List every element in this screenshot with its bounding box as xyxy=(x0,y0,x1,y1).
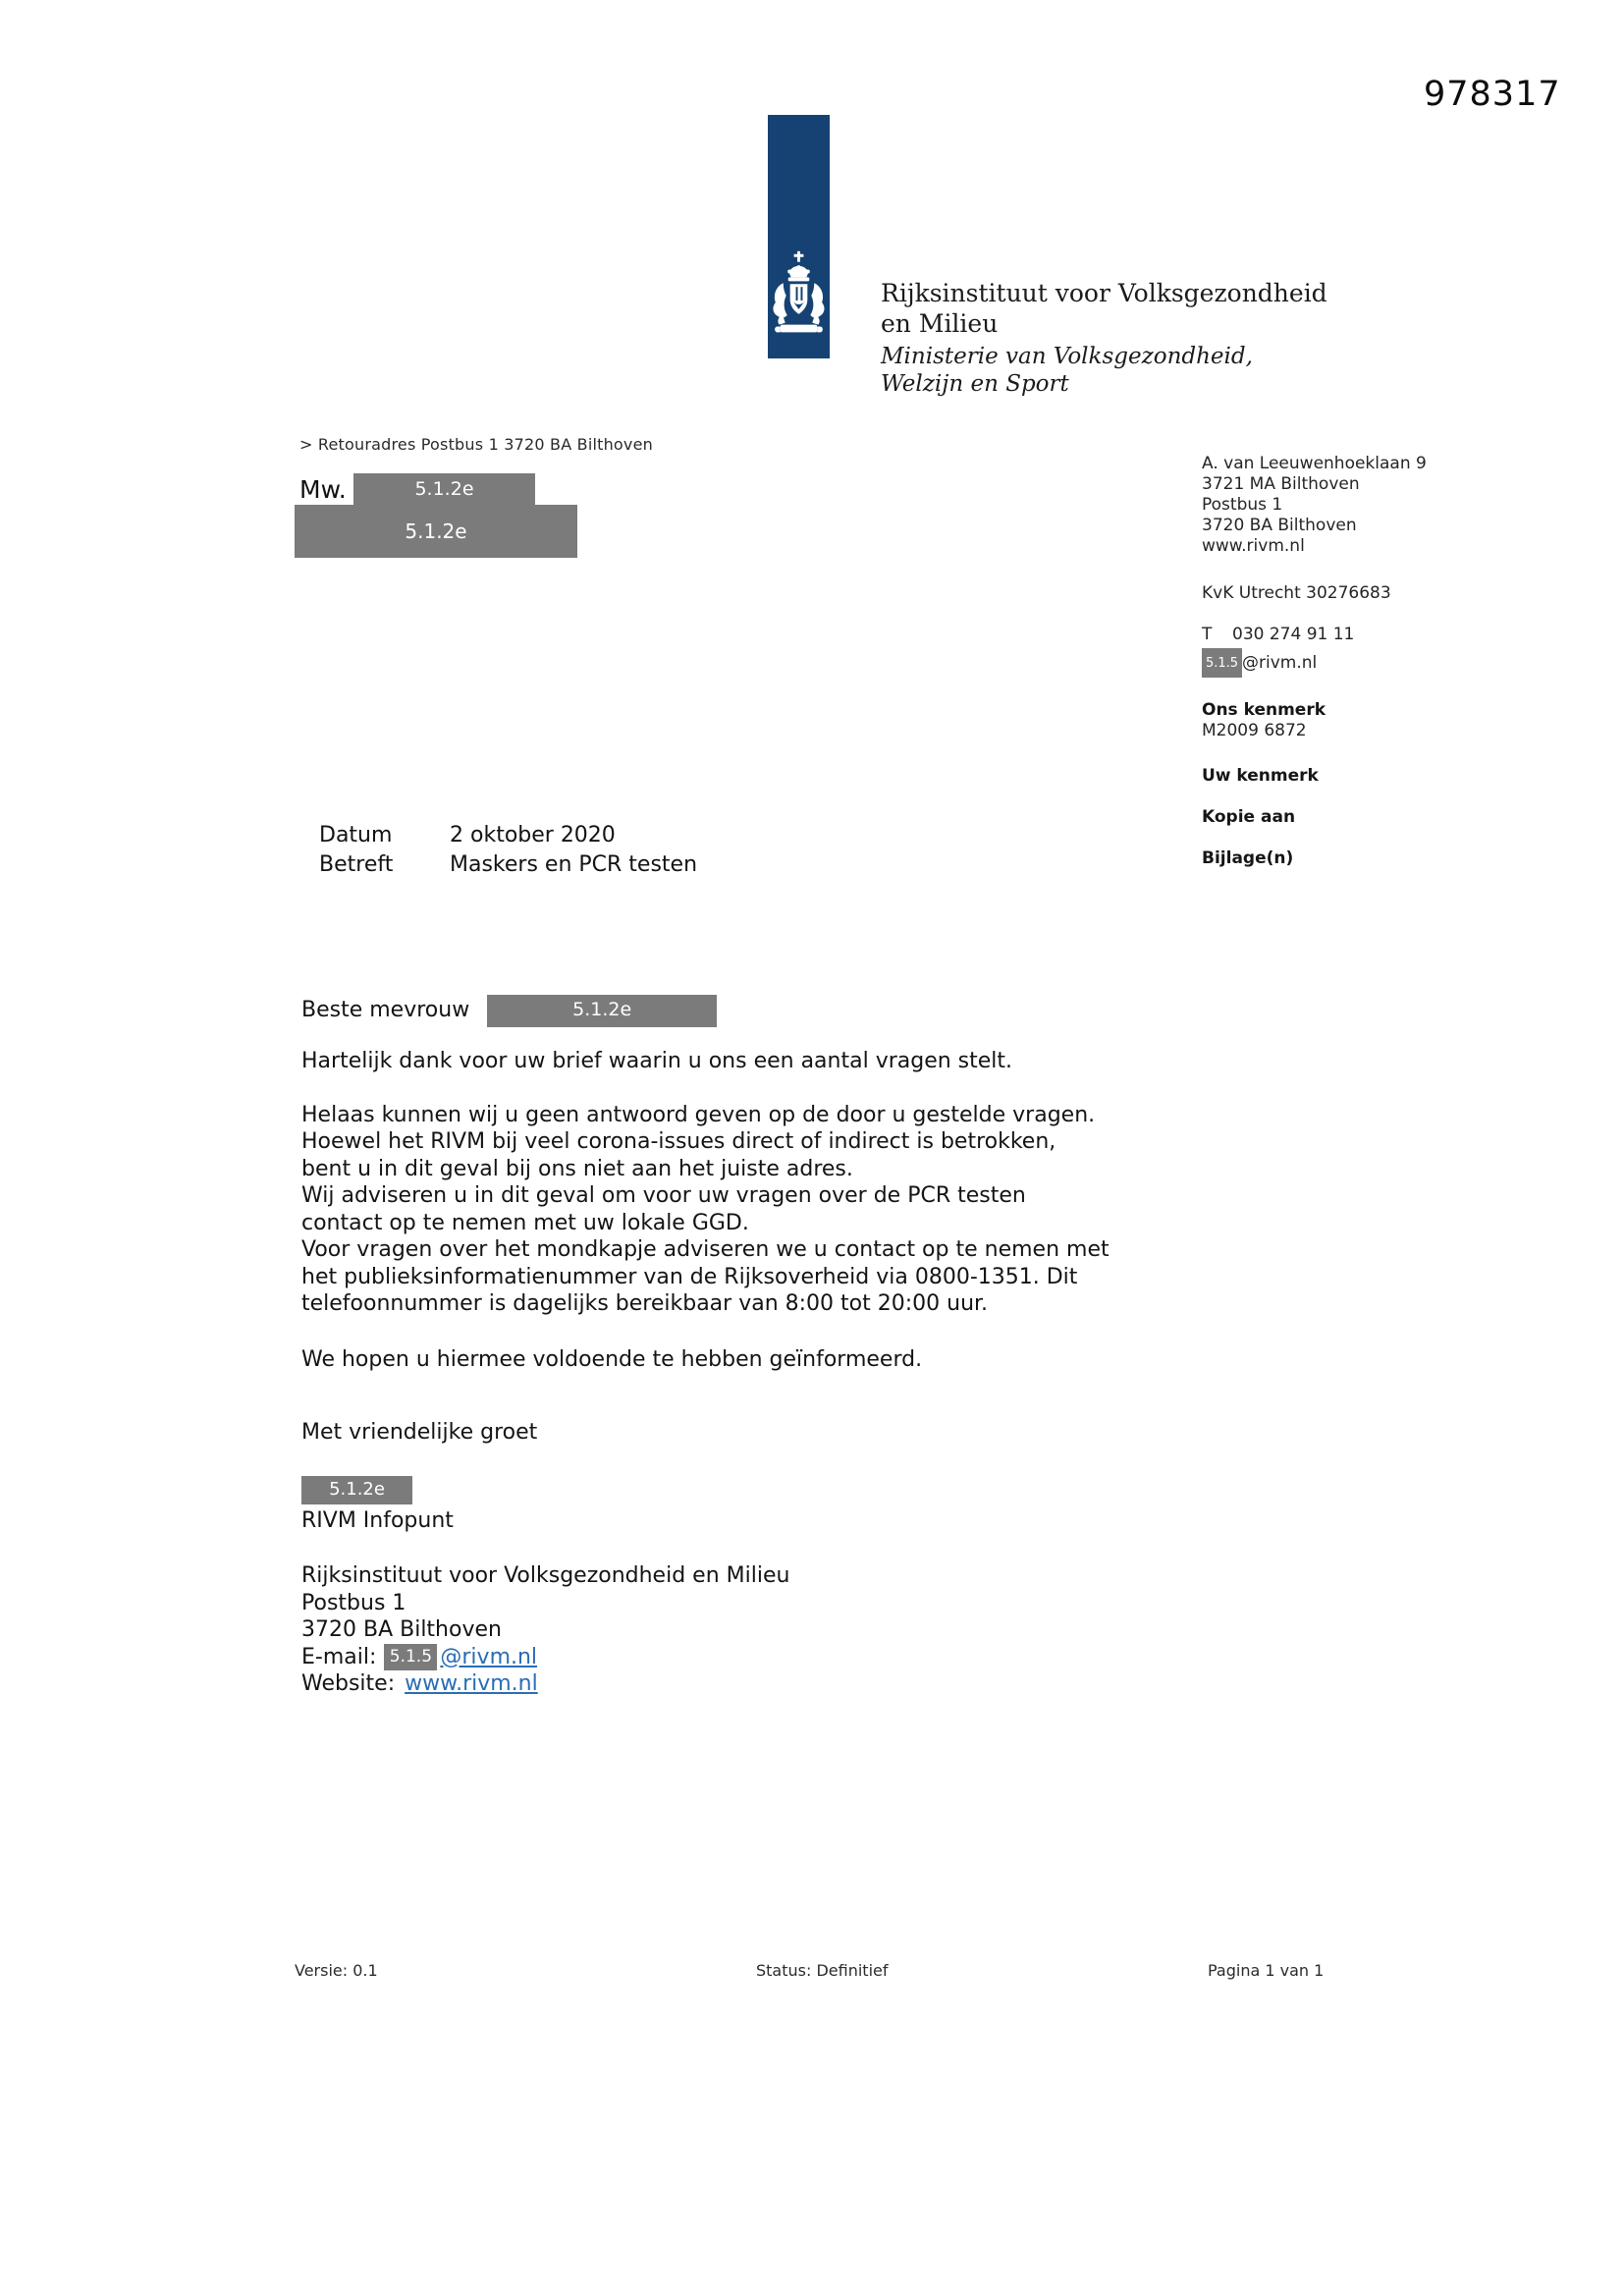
paragraph-line: Helaas kunnen wij u geen antwoord geven op de door u gestelde vragen. xyxy=(301,1102,1096,1127)
paragraph-line: Wij adviseren u in dit geval om voor uw vragen over de PCR testen xyxy=(301,1183,1026,1208)
paragraph-answer xyxy=(301,1102,1264,1318)
website-row xyxy=(301,1670,1264,1698)
footer-page-number: Pagina 1 van 1 xyxy=(1208,1961,1325,1980)
sender-website: www.rivm.nl xyxy=(1202,536,1305,556)
kopie-aan-label: Kopie aan xyxy=(1202,807,1296,827)
website-label: Website: xyxy=(301,1671,396,1696)
logo-org-name-line2: en Milieu xyxy=(881,309,999,338)
org-line: Postbus 1 xyxy=(301,1590,406,1615)
datum-value: 2 oktober 2020 xyxy=(450,823,616,847)
betreft-label: Betreft xyxy=(319,852,394,877)
salutation-row xyxy=(301,994,1264,1027)
sender-address-line: 3721 MA Bilthoven xyxy=(1202,474,1360,494)
kvk-number: KvK Utrecht 30276683 xyxy=(1202,583,1391,603)
paragraph-hope: We hopen u hiermee voldoende te hebben geïnformeerd. xyxy=(301,1346,923,1372)
redaction-box-salutation-name: 5.1.2e xyxy=(487,995,717,1027)
recipient-salutation: Mw. xyxy=(299,475,347,504)
signature-name: RIVM Infopunt xyxy=(301,1507,454,1533)
uw-kenmerk-label: Uw kenmerk xyxy=(1202,766,1319,786)
paragraph-thanks: Hartelijk dank voor uw brief waarin u ons een aantal vragen stelt. xyxy=(301,1049,1013,1073)
footer-version: Versie: 0.1 xyxy=(295,1961,378,1980)
retouradres-line: > Retouradres Postbus 1 3720 BA Bilthoven xyxy=(299,435,653,454)
paragraph-line: het publieksinformatienummer van de Rijksoverheid via 0800-1351. Dit xyxy=(301,1264,1078,1289)
signature-org-block xyxy=(301,1562,1264,1698)
sender-address-line: 3720 BA Bilthoven xyxy=(1202,516,1357,535)
salutation-text: Beste mevrouw xyxy=(301,998,470,1023)
sender-address-line: Postbus 1 xyxy=(1202,495,1283,515)
betreft-value: Maskers en PCR testen xyxy=(450,852,698,877)
email-row xyxy=(301,1644,1264,1671)
ons-kenmerk-value: M2009 6872 xyxy=(1202,721,1307,740)
paragraph-line: bent u in dit geval bij ons niet aan het juiste adres. xyxy=(301,1156,853,1181)
document-number: 978317 xyxy=(1424,75,1561,114)
org-line: Rijksinstituut voor Volksgezondheid en Milieu xyxy=(301,1563,790,1588)
sender-address-line: A. van Leeuwenhoeklaan 9 xyxy=(1202,454,1427,473)
phone-number: 030 274 91 11 xyxy=(1232,625,1355,644)
phone-row xyxy=(1202,625,1526,645)
datum-row xyxy=(319,821,697,850)
datum-label: Datum xyxy=(319,823,393,847)
footer-status: Status: Definitief xyxy=(756,1961,889,1980)
closing-line: Met vriendelijke groet xyxy=(301,1420,538,1445)
letter-meta xyxy=(319,821,697,880)
website-link[interactable]: www.rivm.nl xyxy=(405,1671,538,1696)
rijksoverheid-logo-bar xyxy=(768,115,830,358)
rivm-coat-of-arms-icon xyxy=(770,250,828,349)
email-label: E-mail: xyxy=(301,1644,377,1669)
phone-label: T xyxy=(1202,625,1213,644)
paragraph-line: contact op te nemen met uw lokale GGD. xyxy=(301,1210,749,1235)
org-line: 3720 BA Bilthoven xyxy=(301,1617,502,1642)
paragraph-line: telefoonnummer is dagelijks bereikbaar van 8:00 tot 20:00 uur. xyxy=(301,1291,989,1316)
redaction-box-signature: 5.1.2e xyxy=(301,1476,412,1504)
sender-email-row xyxy=(1202,648,1526,678)
email-link[interactable]: @rivm.nl xyxy=(440,1644,538,1669)
logo-ministry-line2: Welzijn en Sport xyxy=(881,371,1069,397)
logo-wordmark xyxy=(881,278,1327,398)
redaction-box-signature-email: 5.1.5 xyxy=(384,1644,437,1670)
redaction-box-email-user: 5.1.5 xyxy=(1202,648,1242,678)
paragraph-line: Voor vragen over het mondkapje adviseren we u contact op te nemen met xyxy=(301,1237,1110,1262)
sender-email-domain: @rivm.nl xyxy=(1242,652,1318,673)
betreft-row xyxy=(319,850,697,880)
logo-org-name-line1: Rijksinstituut voor Volksgezondheid xyxy=(881,279,1327,307)
letter-body xyxy=(301,994,1264,1698)
bijlagen-label: Bijlage(n) xyxy=(1202,848,1294,868)
ons-kenmerk-label: Ons kenmerk xyxy=(1202,700,1326,720)
logo-ministry-line1: Ministerie van Volksgezondheid, xyxy=(881,344,1253,369)
redaction-box-recipient-address: 5.1.2e xyxy=(295,505,577,558)
paragraph-line: Hoewel het RIVM bij veel corona-issues direct of indirect is betrokken, xyxy=(301,1129,1056,1154)
redaction-box-recipient-name: 5.1.2e xyxy=(353,473,535,505)
sender-info-sidebar xyxy=(1202,454,1526,869)
